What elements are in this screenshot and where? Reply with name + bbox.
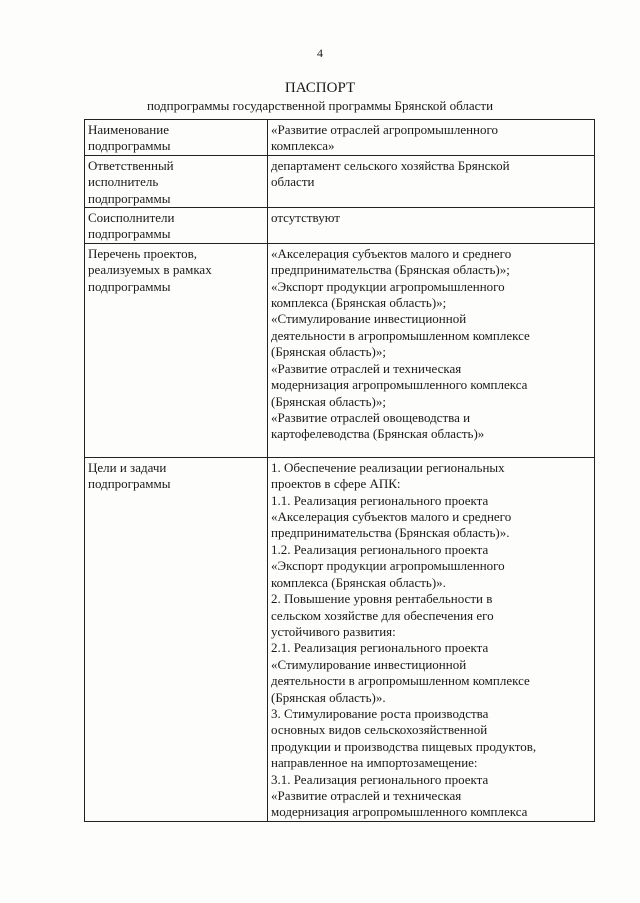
value-line: картофелеводства (Брянская область)» (271, 426, 485, 442)
value-line: модернизация агропромышленного комплекса (271, 804, 528, 820)
label-line: Ответственный (88, 157, 174, 173)
value-line: «Экспорт продукции агропромышленного (271, 558, 505, 574)
row-label-cell (85, 155, 268, 207)
value-line: проектов в сфере АПК: (271, 476, 401, 492)
value-line: области (271, 174, 315, 190)
value-line: 3.1. Реализация регионального проекта (271, 771, 489, 787)
value-line: департамент сельского хозяйства Брянской (271, 157, 510, 173)
value-line: устойчивого развития: (271, 623, 396, 639)
row-co-executors (85, 208, 595, 244)
label-line: Соисполнители (88, 210, 175, 226)
document-subtitle: подпрограммы государственной программы Брянской области (146, 98, 494, 113)
label-line: реализуемых в рамках (88, 262, 212, 278)
row-name (85, 120, 595, 156)
value-line: комплекса (Брянская область)». (271, 574, 446, 590)
value-line: «Стимулирование инвестиционной (271, 656, 467, 672)
label-line: Цели и задачи (88, 459, 167, 475)
value-line: 1.1. Реализация регионального проекта (271, 492, 489, 508)
value-line: (Брянская область)». (271, 689, 386, 705)
value-line: продукции и производства пищевых продуктов, (271, 738, 537, 754)
row-projects (85, 243, 595, 457)
label-line: подпрограммы (88, 278, 171, 294)
value-line: предпринимательства (Брянская область)»; (271, 262, 510, 278)
value-line: модернизация агропромышленного комплекса (271, 377, 528, 393)
label-line: Наименование (88, 122, 169, 137)
label-line: Перечень проектов, (88, 245, 197, 261)
value-line: комплекса» (271, 138, 335, 154)
row-goals (85, 457, 595, 821)
value-line: «Экспорт продукции агропромышленного (271, 278, 505, 294)
value-line: «Развитие отраслей и техническая (271, 787, 462, 803)
value-line: сельском хозяйстве для обеспечения его (271, 607, 494, 623)
row-value-cell (268, 208, 595, 244)
passport-table (84, 119, 595, 822)
value-line: 2.1. Реализация регионального проекта (271, 640, 489, 656)
value-line: 2. Повышение уровня рентабельности в (271, 591, 493, 607)
row-label-cell (85, 243, 268, 457)
label-line: подпрограммы (88, 190, 171, 206)
value-line: (Брянская область)»; (271, 344, 386, 360)
value-line: деятельности в агропромышленном комплексе (271, 673, 530, 689)
value-line: комплекса (Брянская область)»; (271, 295, 447, 311)
label-line: подпрограммы (88, 138, 171, 154)
row-value-cell (268, 243, 595, 457)
label-line: подпрограммы (88, 226, 171, 242)
page-number: 4 (317, 46, 323, 60)
row-executor (85, 155, 595, 207)
value-line: отсутствуют (271, 210, 340, 226)
row-label-cell (85, 120, 268, 156)
value-line: деятельности в агропромышленном комплексе (271, 327, 530, 343)
row-value-cell (268, 155, 595, 207)
row-label-cell (85, 208, 268, 244)
label-line: исполнитель (88, 174, 159, 190)
document-title: ПАСПОРТ (284, 80, 356, 96)
value-line: «Развитие отраслей и техническая (271, 360, 462, 376)
row-label-cell (85, 457, 268, 821)
row-value-cell (268, 457, 595, 821)
row-value-cell (268, 120, 595, 156)
value-line: «Акселерация субъектов малого и среднего (271, 509, 512, 525)
value-line: 3. Стимулирование роста производства (271, 705, 489, 721)
value-line: направленное на импортозамещение: (271, 755, 478, 771)
value-line: (Брянская область)»; (271, 393, 386, 409)
value-line: основных видов сельскохозяйственной (271, 722, 488, 738)
value-line: предпринимательства (Брянская область)». (271, 525, 510, 541)
value-line: «Стимулирование инвестиционной (271, 311, 467, 327)
value-line: «Акселерация субъектов малого и среднего (271, 245, 512, 261)
value-line: «Развитие отраслей овощеводства и (271, 409, 471, 425)
value-line: 1.2. Реализация регионального проекта (271, 541, 489, 557)
label-line: подпрограммы (88, 476, 171, 492)
value-line: 1. Обеспечение реализации региональных (271, 459, 505, 475)
value-line: «Развитие отраслей агропромышленного (271, 122, 499, 137)
